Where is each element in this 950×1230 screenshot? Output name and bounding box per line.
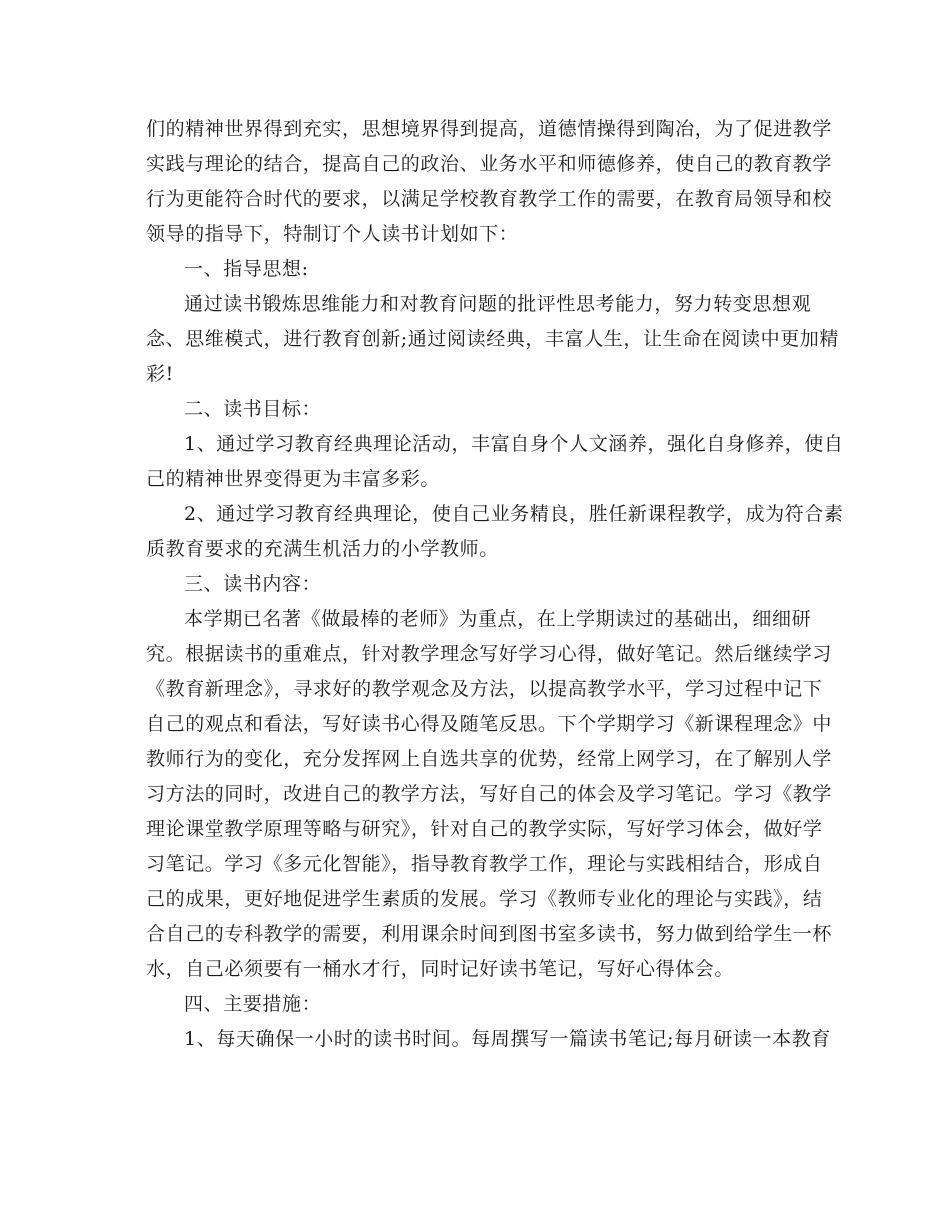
text-line: 理论课堂教学原理等略与研究》，针对自己的教学实际，写好学习体会，做好学 xyxy=(146,818,823,840)
text-line: 本学期已名著《做最棒的老师》为重点，在上学期读过的基础出，细细研 xyxy=(184,608,812,630)
section-heading: 二、读书目标： xyxy=(184,398,322,420)
text-line: 念、思维模式，进行教育创新;通过阅读经典，丰富人生，让生命在阅读中更加精 xyxy=(146,328,840,350)
text-line: 1、通过学习教育经典理论活动，丰富自身个人文涵养，强化自身修养，使自 xyxy=(184,433,844,455)
text-line: 行为更能符合时代的要求，以满足学校教育教学工作的需要，在教育局领导和校 xyxy=(146,188,833,210)
text-line: 质教育要求的充满生机活力的小学教师。 xyxy=(146,538,499,560)
text-line: 们的精神世界得到充实，思想境界得到提高，道德情操得到陶冶，为了促进教学 xyxy=(146,118,833,140)
text-line: 己的成果，更好地促进学生素质的发展。学习《教师专业化的理论与实践》，结 xyxy=(146,888,823,910)
text-line: 习方法的同时，改进自己的教学方法，写好自己的体会及学习笔记。学习《教学 xyxy=(146,783,833,805)
text-line: 《教育新理念》，寻求好的教学观念及方法，以提高教学水平，学习过程中记下 xyxy=(146,678,823,700)
document-body xyxy=(146,112,844,1057)
text-line: 通过读书锻炼思维能力和对教育问题的批评性思考能力，努力转变思想观 xyxy=(184,293,812,315)
text-line: 究。根据读书的重难点，针对教学理念写好学习心得，做好笔记。然后继续学习 xyxy=(146,643,833,665)
text-line: 自己的观点和看法，写好读书心得及随笔反思。下个学期学习《新课程理念》中 xyxy=(146,713,833,735)
text-line: 己的精神世界变得更为丰富多彩。 xyxy=(146,468,441,490)
text-line: 领导的指导下，特制订个人读书计划如下： xyxy=(146,223,519,245)
text-line: 2、通过学习教育经典理论，使自己业务精良，胜任新课程教学，成为符合素 xyxy=(184,503,844,525)
section-heading: 一、指导思想: xyxy=(184,258,309,280)
text-line: 教师行为的变化，充分发挥网上自选共享的优势，经常上网学习，在了解别人学 xyxy=(146,748,833,770)
text-line: 合自己的专科教学的需要，利用课余时间到图书室多读书，努力做到给学生一杯 xyxy=(146,923,833,945)
text-line: 实践与理论的结合，提高自己的政治、业务水平和师德修养，使自己的教育教学 xyxy=(146,153,833,175)
text-line: 习笔记。学习《多元化智能》，指导教育教学工作，理论与实践相结合，形成自 xyxy=(146,853,823,875)
section-heading: 三、读书内容： xyxy=(184,573,322,595)
section-heading: 四、主要措施： xyxy=(184,993,322,1015)
text-line: 1、每天确保一小时的读书时间。每周撰写一篇读书笔记;每月研读一本教育 xyxy=(184,1028,831,1050)
text-line: 彩! xyxy=(146,363,174,385)
text-line: 水，自己必须要有一桶水才行，同时记好读书笔记，写好心得体会。 xyxy=(146,958,735,980)
